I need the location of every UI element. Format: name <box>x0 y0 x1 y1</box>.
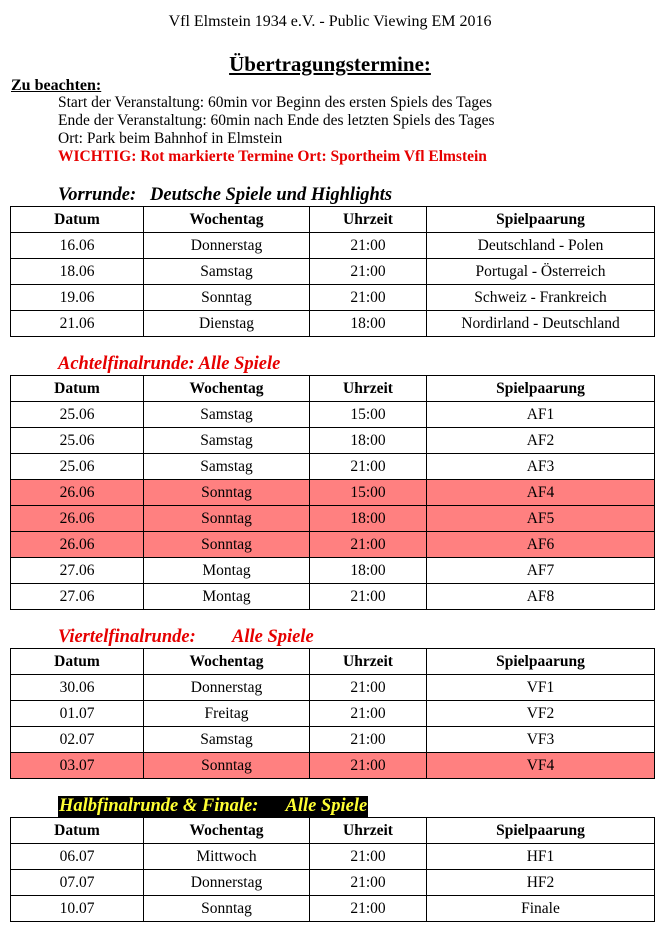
cell-uhrzeit: 21:00 <box>310 285 427 311</box>
table-header-row <box>11 649 655 675</box>
header-uhrzeit: Uhrzeit <box>310 376 427 402</box>
cell-spielpaarung: VF1 <box>427 675 655 701</box>
table-row <box>11 259 655 285</box>
header-datum: Datum <box>11 818 144 844</box>
header-wochentag: Wochentag <box>144 207 310 233</box>
cell-wochentag: Donnerstag <box>144 675 310 701</box>
cell-uhrzeit: 21:00 <box>310 454 427 480</box>
cell-wochentag: Sonntag <box>144 506 310 532</box>
cell-spielpaarung: Nordirland - Deutschland <box>427 311 655 337</box>
cell-datum: 26.06 <box>11 480 144 506</box>
cell-spielpaarung: Schweiz - Frankreich <box>427 285 655 311</box>
cell-wochentag: Sonntag <box>144 480 310 506</box>
cell-spielpaarung: HF2 <box>427 870 655 896</box>
schedule-table-achtelfinale <box>10 375 655 610</box>
table-row <box>11 558 655 584</box>
cell-uhrzeit: 21:00 <box>310 727 427 753</box>
header-datum: Datum <box>11 207 144 233</box>
cell-uhrzeit: 15:00 <box>310 480 427 506</box>
table-row <box>11 701 655 727</box>
cell-datum: 02.07 <box>11 727 144 753</box>
cell-wochentag: Mittwoch <box>144 844 310 870</box>
header-uhrzeit: Uhrzeit <box>310 207 427 233</box>
header-uhrzeit: Uhrzeit <box>310 649 427 675</box>
table-row <box>11 285 655 311</box>
table-row <box>11 454 655 480</box>
cell-wochentag: Samstag <box>144 259 310 285</box>
table-header-row <box>11 207 655 233</box>
cell-wochentag: Freitag <box>144 701 310 727</box>
cell-uhrzeit: 21:00 <box>310 844 427 870</box>
section-title-viertelfinale: Viertelfinalrunde: Alle Spiele <box>58 627 314 647</box>
cell-spielpaarung: AF4 <box>427 480 655 506</box>
cell-uhrzeit: 21:00 <box>310 896 427 922</box>
table-row <box>11 584 655 610</box>
cell-wochentag: Donnerstag <box>144 233 310 259</box>
cell-spielpaarung: VF2 <box>427 701 655 727</box>
cell-spielpaarung: VF3 <box>427 727 655 753</box>
table-row <box>11 402 655 428</box>
cell-spielpaarung: Deutschland - Polen <box>427 233 655 259</box>
cell-wochentag: Montag <box>144 558 310 584</box>
cell-datum: 27.06 <box>11 584 144 610</box>
header-datum: Datum <box>11 376 144 402</box>
header-wochentag: Wochentag <box>144 818 310 844</box>
cell-datum: 25.06 <box>11 402 144 428</box>
section-title-vorrunde: Vorrunde: Deutsche Spiele und Highlights <box>58 185 393 205</box>
cell-datum: 06.07 <box>11 844 144 870</box>
header-wochentag: Wochentag <box>144 649 310 675</box>
table-header-row <box>11 818 655 844</box>
header-spielpaarung: Spielpaarung <box>427 818 655 844</box>
cell-spielpaarung: HF1 <box>427 844 655 870</box>
table-row <box>11 896 655 922</box>
schedule-table-halbfinale-finale <box>10 817 655 922</box>
cell-datum: 03.07 <box>11 753 144 779</box>
cell-datum: 25.06 <box>11 454 144 480</box>
notes-heading: Zu beachten: <box>11 77 102 94</box>
table-row <box>11 311 655 337</box>
cell-wochentag: Sonntag <box>144 285 310 311</box>
cell-uhrzeit: 21:00 <box>310 701 427 727</box>
cell-wochentag: Sonntag <box>144 896 310 922</box>
note-warning: WICHTIG: Rot markierte Termine Ort: Sportheim Vfl Elmstein <box>58 148 487 165</box>
cell-uhrzeit: 21:00 <box>310 870 427 896</box>
cell-wochentag: Montag <box>144 584 310 610</box>
cell-datum: 01.07 <box>11 701 144 727</box>
cell-spielpaarung: AF2 <box>427 428 655 454</box>
cell-wochentag: Samstag <box>144 402 310 428</box>
cell-spielpaarung: AF5 <box>427 506 655 532</box>
header-wochentag: Wochentag <box>144 376 310 402</box>
schedule-table-viertelfinale <box>10 648 655 779</box>
cell-spielpaarung: Portugal - Österreich <box>427 259 655 285</box>
cell-datum: 18.06 <box>11 259 144 285</box>
table-row <box>11 480 655 506</box>
section-title-halbfinale-finale: Halbfinalrunde & Finale: Alle Spiele <box>59 796 368 816</box>
header-uhrzeit: Uhrzeit <box>310 818 427 844</box>
cell-datum: 26.06 <box>11 506 144 532</box>
table-header-row <box>11 376 655 402</box>
cell-spielpaarung: AF6 <box>427 532 655 558</box>
header-datum: Datum <box>11 649 144 675</box>
table-row <box>11 870 655 896</box>
cell-spielpaarung: AF8 <box>427 584 655 610</box>
table-row <box>11 844 655 870</box>
cell-datum: 10.07 <box>11 896 144 922</box>
note-location: Ort: Park beim Bahnhof in Elmstein <box>58 130 283 147</box>
header-spielpaarung: Spielpaarung <box>427 649 655 675</box>
cell-uhrzeit: 18:00 <box>310 428 427 454</box>
cell-datum: 21.06 <box>11 311 144 337</box>
cell-uhrzeit: 15:00 <box>310 402 427 428</box>
cell-datum: 07.07 <box>11 870 144 896</box>
cell-uhrzeit: 21:00 <box>310 233 427 259</box>
cell-uhrzeit: 18:00 <box>310 558 427 584</box>
cell-uhrzeit: 18:00 <box>310 506 427 532</box>
table-row <box>11 753 655 779</box>
cell-uhrzeit: 18:00 <box>310 311 427 337</box>
cell-uhrzeit: 21:00 <box>310 259 427 285</box>
cell-uhrzeit: 21:00 <box>310 584 427 610</box>
table-row <box>11 727 655 753</box>
cell-spielpaarung: AF1 <box>427 402 655 428</box>
cell-datum: 19.06 <box>11 285 144 311</box>
table-row <box>11 428 655 454</box>
note-start: Start der Veranstaltung: 60min vor Beginn des ersten Spiels des Tages <box>58 94 492 111</box>
document-title: Vfl Elmstein 1934 e.V. - Public Viewing EM 2016 <box>168 13 492 30</box>
table-row <box>11 675 655 701</box>
cell-uhrzeit: 21:00 <box>310 753 427 779</box>
cell-datum: 26.06 <box>11 532 144 558</box>
note-end: Ende der Veranstaltung: 60min nach Ende des letzten Spiels des Tages <box>58 112 495 129</box>
cell-spielpaarung: VF4 <box>427 753 655 779</box>
cell-wochentag: Samstag <box>144 428 310 454</box>
cell-datum: 30.06 <box>11 675 144 701</box>
cell-uhrzeit: 21:00 <box>310 675 427 701</box>
cell-wochentag: Samstag <box>144 454 310 480</box>
cell-wochentag: Samstag <box>144 727 310 753</box>
cell-wochentag: Dienstag <box>144 311 310 337</box>
cell-datum: 16.06 <box>11 233 144 259</box>
cell-wochentag: Sonntag <box>144 532 310 558</box>
section-title-achtelfinale: Achtelfinalrunde: Alle Spiele <box>58 354 281 374</box>
cell-datum: 25.06 <box>11 428 144 454</box>
page-heading: Übertragungstermine: <box>229 52 431 76</box>
header-spielpaarung: Spielpaarung <box>427 376 655 402</box>
cell-wochentag: Sonntag <box>144 753 310 779</box>
cell-uhrzeit: 21:00 <box>310 532 427 558</box>
header-spielpaarung: Spielpaarung <box>427 207 655 233</box>
cell-spielpaarung: Finale <box>427 896 655 922</box>
cell-datum: 27.06 <box>11 558 144 584</box>
cell-spielpaarung: AF7 <box>427 558 655 584</box>
cell-wochentag: Donnerstag <box>144 870 310 896</box>
table-row <box>11 532 655 558</box>
table-row <box>11 233 655 259</box>
cell-spielpaarung: AF3 <box>427 454 655 480</box>
schedule-table-vorrunde <box>10 206 655 337</box>
table-row <box>11 506 655 532</box>
